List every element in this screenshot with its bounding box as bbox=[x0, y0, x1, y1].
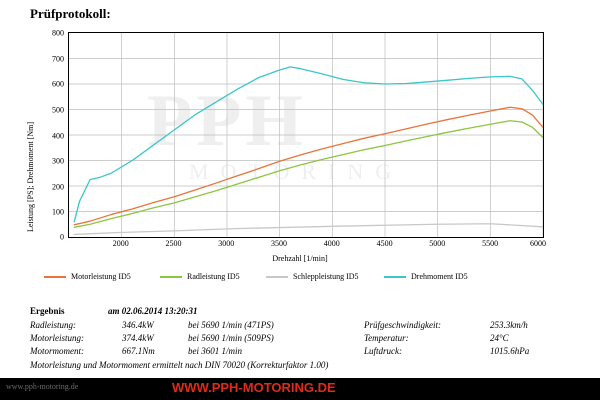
x-tick: 6000 bbox=[530, 239, 546, 248]
chart-svg bbox=[69, 33, 543, 237]
results-grid bbox=[30, 319, 570, 358]
result-value-2: 253.3km/h bbox=[490, 320, 528, 330]
legend-item-schleppleistung bbox=[266, 272, 359, 281]
x-tick: 3000 bbox=[218, 239, 235, 248]
y-tick: 700 bbox=[52, 54, 64, 64]
result-label: Motormoment: bbox=[30, 346, 84, 356]
results-row bbox=[30, 319, 570, 332]
results-footnote: Motorleistung und Motormoment ermittelt nach DIN 70020 (Korrekturfaktor 1.00) bbox=[30, 360, 329, 370]
y-tick: 0 bbox=[60, 232, 64, 242]
y-tick: 800 bbox=[52, 28, 64, 38]
result-label-2: Prüfgeschwindigkeit: bbox=[364, 320, 441, 330]
legend-swatch-line bbox=[160, 276, 182, 278]
legend-label: Drehmoment ID5 bbox=[411, 272, 468, 281]
watermark-primary: PPH bbox=[147, 80, 307, 162]
x-tick: 3500 bbox=[271, 239, 287, 248]
x-tick: 4000 bbox=[323, 239, 340, 248]
result-label: Motorleistung: bbox=[30, 333, 84, 343]
footer-banner bbox=[0, 378, 600, 400]
footer-url-main[interactable]: WWW.PPH-MOTORING.DE bbox=[172, 380, 336, 395]
y-axis-ticks bbox=[36, 28, 64, 242]
x-tick: 2000 bbox=[112, 239, 129, 248]
legend-item-radleistung bbox=[160, 272, 240, 281]
chart-legend bbox=[44, 272, 574, 286]
results-header bbox=[30, 306, 570, 316]
legend-label: Schleppleistung ID5 bbox=[293, 272, 359, 281]
page-title: Prüfprotokoll: bbox=[30, 6, 111, 21]
result-detail: bei 5690 1/min (509PS) bbox=[188, 333, 274, 343]
y-tick: 500 bbox=[52, 105, 64, 115]
footer-url-small: www.pph-motoring.de bbox=[6, 382, 79, 391]
y-tick: 100 bbox=[52, 207, 64, 217]
x-tick: 5500 bbox=[482, 239, 499, 248]
chart-frame bbox=[68, 32, 544, 238]
result-detail: bei 3601 1/min bbox=[188, 346, 242, 356]
x-axis-title: Drehzahl [1/min] bbox=[272, 254, 328, 263]
legend-item-motorleistung bbox=[44, 272, 131, 281]
legend-label: Motorleistung ID5 bbox=[71, 272, 131, 281]
result-value: 374.4kW bbox=[122, 333, 154, 343]
results-panel bbox=[30, 306, 570, 370]
results-heading: Ergebnis bbox=[30, 306, 65, 316]
results-datetime: am 02.06.2014 13:20:31 bbox=[108, 306, 198, 316]
y-tick: 300 bbox=[52, 156, 64, 166]
chart-plot-area bbox=[68, 32, 544, 238]
legend-swatch-line bbox=[266, 276, 288, 278]
legend-item-drehmoment bbox=[384, 272, 468, 281]
result-detail: bei 5690 1/min (471PS) bbox=[188, 320, 274, 330]
y-tick: 200 bbox=[52, 182, 64, 192]
y-tick: 400 bbox=[52, 131, 64, 140]
result-label-2: Temperatur: bbox=[364, 333, 409, 343]
result-label: Radleistung: bbox=[30, 320, 76, 330]
x-axis-ticks bbox=[68, 239, 544, 253]
result-value: 346.4kW bbox=[122, 320, 154, 330]
results-row bbox=[30, 332, 570, 345]
watermark-secondary: MOTORING bbox=[189, 159, 404, 184]
result-value: 667.1Nm bbox=[122, 346, 155, 356]
x-tick: 5000 bbox=[429, 239, 446, 248]
legend-swatch-line bbox=[44, 276, 66, 278]
result-value-2: 24°C bbox=[490, 333, 509, 343]
x-tick: 4500 bbox=[376, 239, 393, 248]
results-row bbox=[30, 345, 570, 358]
result-value-2: 1015.6hPa bbox=[490, 346, 530, 356]
y-axis-title: Leistung [PS]; Drehmoment [Nm] bbox=[26, 122, 35, 232]
result-label-2: Luftdruck: bbox=[364, 346, 402, 356]
x-tick: 2500 bbox=[165, 239, 182, 248]
y-tick: 600 bbox=[52, 79, 64, 89]
legend-label: Radleistung ID5 bbox=[187, 272, 240, 281]
legend-swatch-line bbox=[384, 276, 406, 278]
